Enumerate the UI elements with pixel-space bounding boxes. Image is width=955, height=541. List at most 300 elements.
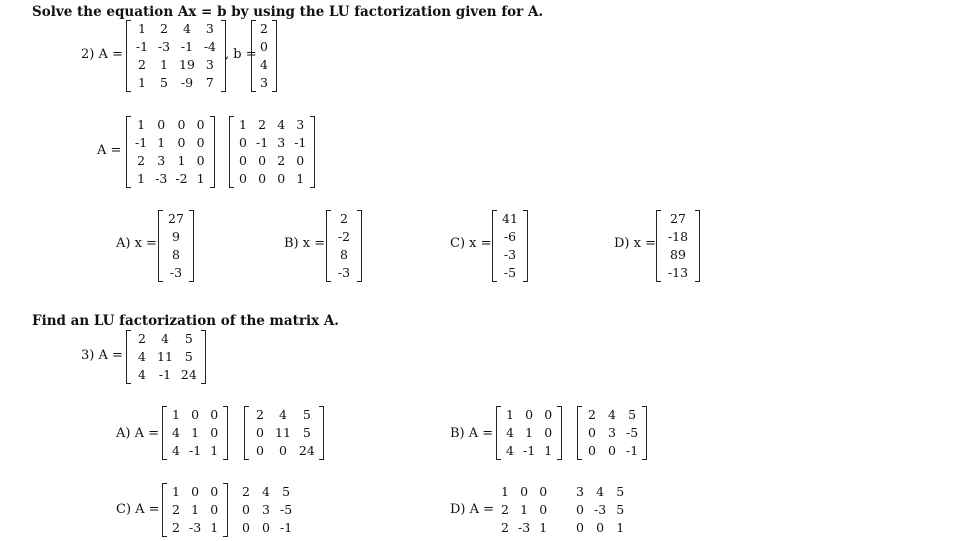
- matrix-entry: 4: [608, 407, 616, 422]
- matrix-row: [661, 210, 695, 228]
- matrix-entry: -3: [503, 247, 517, 262]
- matrix-entry: 0: [278, 443, 287, 458]
- matrix-entry: 0: [539, 502, 548, 517]
- matrix-entry: 4: [172, 425, 180, 440]
- matrix-entry: 1: [544, 443, 553, 458]
- matrix-row: [131, 330, 201, 348]
- matrix-entry: 0: [296, 153, 305, 168]
- matrix-entry: 0: [210, 407, 219, 422]
- matrix-entry: -1: [158, 367, 172, 382]
- matrix-entry: 2: [172, 502, 180, 517]
- matrix-entry: 0: [258, 171, 267, 186]
- bracket-corner: [126, 116, 131, 117]
- bracket-corner: [223, 483, 228, 484]
- choice-B-vector-q2: [326, 210, 362, 282]
- matrix-entry: 0: [256, 425, 264, 440]
- matrix-row: [496, 519, 552, 537]
- matrix-A-q3: [126, 330, 206, 384]
- matrix-entry: 5: [184, 349, 193, 364]
- matrix-entry: 0: [544, 425, 553, 440]
- matrix-entry: 0: [576, 502, 584, 517]
- vector-b-grid: [256, 20, 272, 92]
- matrix-entry: 2: [172, 520, 180, 535]
- matrix-row: [234, 170, 310, 188]
- bracket-corner: [326, 281, 331, 282]
- matrix-row: [249, 424, 319, 442]
- matrix-entry: 3: [262, 502, 270, 517]
- choice-D-U-q3-grid: [570, 483, 630, 537]
- matrix-entry: -1: [280, 520, 293, 535]
- bracket-corner: [201, 383, 206, 384]
- matrix-entry: 0: [525, 407, 534, 422]
- matrix-entry: 5: [160, 75, 168, 90]
- choice-B-L-q3-grid: [501, 406, 557, 460]
- matrix-row: [131, 38, 221, 56]
- matrix-entry: -1: [135, 135, 148, 150]
- bracket-corner: [319, 406, 324, 407]
- matrix-entry: 2: [340, 211, 348, 226]
- matrix-entry: 4: [596, 484, 605, 499]
- matrix-entry: 0: [588, 425, 596, 440]
- matrix-entry: 2: [258, 117, 267, 132]
- matrix-row: [131, 116, 210, 134]
- matrix-entry: 3: [608, 425, 616, 440]
- matrix-row: [497, 228, 523, 246]
- choice-D-L-q3-grid: [496, 483, 552, 537]
- matrix-entry: 1: [177, 153, 186, 168]
- matrix-entry: 4: [506, 443, 514, 458]
- bracket-corner: [162, 483, 167, 484]
- matrix-row: [661, 246, 695, 264]
- matrix-entry: 1: [191, 502, 200, 517]
- matrix-row: [501, 424, 557, 442]
- factor-label-q2: A =: [97, 143, 122, 158]
- bracket-corner: [201, 330, 206, 331]
- matrix-entry: 41: [502, 211, 518, 226]
- matrix-entry: -1: [294, 135, 307, 150]
- matrix-entry: 2: [242, 484, 250, 499]
- matrix-entry: 1: [138, 75, 146, 90]
- matrix-row: [256, 74, 272, 92]
- matrix-entry: -5: [280, 502, 293, 517]
- matrix-row: [661, 264, 695, 282]
- matrix-row: [131, 74, 221, 92]
- matrix-entry: 1: [191, 425, 200, 440]
- matrix-entry: 0: [277, 171, 286, 186]
- choice-A-U-q3-grid: [249, 406, 319, 460]
- bracket-corner: [496, 459, 501, 460]
- matrix-entry: -9: [180, 75, 194, 90]
- matrix-entry: 1: [539, 520, 548, 535]
- choice-B-label-q3: B) A =: [450, 426, 494, 441]
- matrix-entry: -13: [667, 265, 689, 280]
- bracket-corner: [695, 281, 700, 282]
- choice-A-label-q3: A) A =: [116, 426, 160, 441]
- matrix-row: [234, 116, 310, 134]
- bracket-corner: [189, 210, 194, 211]
- matrix-L-q2-grid: [131, 116, 210, 188]
- matrix-entry: 5: [616, 502, 625, 517]
- bracket-corner: [126, 383, 131, 384]
- matrix-entry: 0: [596, 520, 605, 535]
- matrix-entry: 19: [179, 57, 195, 72]
- choice-B-vector-q2-grid: [331, 210, 357, 282]
- matrix-row: [234, 134, 310, 152]
- matrix-entry: 89: [670, 247, 686, 262]
- matrix-entry: 0: [588, 443, 596, 458]
- bracket-corner: [577, 406, 582, 407]
- matrix-entry: 4: [138, 349, 146, 364]
- matrix-entry: 3: [277, 135, 286, 150]
- matrix-row: [163, 210, 189, 228]
- matrix-entry: 3: [205, 21, 214, 36]
- matrix-row: [501, 406, 557, 424]
- matrix-entry: -2: [337, 229, 351, 244]
- choice-C-L-q3-grid: [167, 483, 223, 537]
- matrix-entry: 0: [239, 135, 247, 150]
- matrix-entry: 2: [501, 502, 509, 517]
- choice-A-vector-q2-grid: [163, 210, 189, 282]
- matrix-row: [497, 210, 523, 228]
- matrix-entry: 2: [256, 407, 264, 422]
- matrix-entry: 1: [157, 135, 166, 150]
- bracket-corner: [656, 210, 661, 211]
- question-3-heading: Find an LU factorization of the matrix A.: [32, 313, 339, 329]
- matrix-entry: 3: [296, 117, 305, 132]
- bracket-corner: [310, 116, 315, 117]
- matrix-row: [582, 424, 642, 442]
- matrix-entry: 4: [138, 367, 146, 382]
- matrix-row: [167, 406, 223, 424]
- matrix-row: [496, 501, 552, 519]
- matrix-row: [131, 134, 210, 152]
- matrix-L-q2: [126, 116, 215, 188]
- bracket-corner: [158, 281, 163, 282]
- bracket-corner: [496, 406, 501, 407]
- bracket-corner: [251, 20, 256, 21]
- bracket-corner: [492, 210, 497, 211]
- matrix-entry: -5: [503, 265, 517, 280]
- bracket-corner: [357, 281, 362, 282]
- bracket-corner: [229, 187, 234, 188]
- matrix-entry: 3: [260, 75, 268, 90]
- matrix-entry: 0: [196, 153, 205, 168]
- question-2-heading: Solve the equation Ax = b by using the LU factorization given for A.: [32, 4, 544, 20]
- bracket-corner: [642, 406, 647, 407]
- choice-D-label-q2: D) x =: [614, 236, 656, 251]
- choice-C-label-q2: C) x =: [450, 236, 492, 251]
- choice-A-U-q3: [244, 406, 324, 460]
- matrix-entry: 9: [172, 229, 180, 244]
- matrix-entry: 2: [138, 57, 146, 72]
- bracket-corner: [523, 281, 528, 282]
- matrix-entry: 0: [242, 520, 250, 535]
- choice-C-vector-q2: [492, 210, 528, 282]
- bracket-corner: [577, 459, 582, 460]
- b-label: , b =: [225, 47, 257, 62]
- matrix-entry: 8: [172, 247, 180, 262]
- matrix-entry: -1: [189, 443, 202, 458]
- bracket-corner: [126, 187, 131, 188]
- question-2-number-label: 2) A =: [81, 47, 123, 62]
- matrix-row: [167, 483, 223, 501]
- bracket-corner: [162, 459, 167, 460]
- matrix-entry: -3: [337, 265, 351, 280]
- matrix-entry: 4: [506, 425, 514, 440]
- choice-B-L-q3: [496, 406, 562, 460]
- matrix-entry: 2: [277, 153, 286, 168]
- bracket-corner: [221, 20, 226, 21]
- matrix-entry: 2: [160, 21, 168, 36]
- matrix-A-q2-grid: [131, 20, 221, 92]
- matrix-entry: 0: [520, 484, 529, 499]
- matrix-entry: 5: [184, 331, 193, 346]
- matrix-entry: 1: [172, 484, 180, 499]
- choice-B-U-q3-grid: [582, 406, 642, 460]
- matrix-entry: 0: [210, 502, 219, 517]
- bracket-corner: [695, 210, 700, 211]
- matrix-entry: 1: [137, 117, 146, 132]
- matrix-row: [570, 519, 630, 537]
- matrix-entry: 1: [196, 171, 205, 186]
- matrix-entry: 1: [506, 407, 514, 422]
- matrix-entry: 1: [616, 520, 625, 535]
- matrix-entry: 8: [340, 247, 348, 262]
- matrix-entry: -3: [157, 39, 171, 54]
- matrix-entry: 1: [160, 57, 168, 72]
- matrix-entry: 0: [196, 135, 205, 150]
- matrix-entry: 0: [256, 443, 264, 458]
- bracket-corner: [310, 187, 315, 188]
- matrix-row: [167, 442, 223, 460]
- matrix-row: [131, 56, 221, 74]
- matrix-entry: 2: [137, 153, 146, 168]
- matrix-entry: 2: [501, 520, 509, 535]
- matrix-entry: 1: [172, 407, 180, 422]
- matrix-entry: 0: [191, 407, 200, 422]
- choice-B-label-q2: B) x =: [284, 236, 326, 251]
- matrix-row: [236, 501, 296, 519]
- matrix-entry: 0: [196, 117, 205, 132]
- bracket-corner: [251, 91, 256, 92]
- bracket-corner: [223, 459, 228, 460]
- matrix-entry: 27: [670, 211, 686, 226]
- matrix-entry: 11: [157, 349, 173, 364]
- bracket-corner: [357, 210, 362, 211]
- matrix-entry: -18: [667, 229, 689, 244]
- matrix-row: [236, 483, 296, 501]
- matrix-row: [163, 246, 189, 264]
- matrix-entry: 5: [282, 484, 291, 499]
- choice-C-label-q3: C) A =: [116, 502, 160, 517]
- matrix-row: [131, 152, 210, 170]
- choice-C-U-q3: [236, 483, 296, 537]
- bracket-corner: [492, 281, 497, 282]
- matrix-entry: 1: [296, 171, 305, 186]
- matrix-entry: 0: [177, 117, 186, 132]
- bracket-corner: [189, 281, 194, 282]
- matrix-row: [497, 264, 523, 282]
- matrix-entry: -4: [203, 39, 216, 54]
- matrix-entry: 4: [278, 407, 287, 422]
- matrix-row: [582, 442, 642, 460]
- bracket-corner: [229, 116, 234, 117]
- bracket-corner: [162, 406, 167, 407]
- matrix-entry: 0: [191, 484, 200, 499]
- matrix-A-q3-grid: [131, 330, 201, 384]
- matrix-entry: 2: [138, 331, 146, 346]
- matrix-row: [331, 264, 357, 282]
- matrix-entry: 1: [525, 425, 534, 440]
- bracket-corner: [126, 330, 131, 331]
- matrix-entry: 24: [298, 443, 315, 458]
- matrix-U-q2-grid: [234, 116, 310, 188]
- matrix-row: [131, 366, 201, 384]
- matrix-row: [496, 483, 552, 501]
- matrix-U-q2: [229, 116, 315, 188]
- bracket-corner: [557, 406, 562, 407]
- choice-D-L-q3: [496, 483, 552, 537]
- bracket-corner: [162, 536, 167, 537]
- matrix-entry: 3: [576, 484, 584, 499]
- matrix-entry: 4: [262, 484, 270, 499]
- question-3-number-label: 3) A =: [81, 348, 123, 363]
- matrix-entry: 1: [501, 484, 509, 499]
- matrix-entry: 5: [302, 425, 311, 440]
- matrix-row: [249, 406, 319, 424]
- matrix-row: [236, 519, 296, 537]
- matrix-row: [256, 20, 272, 38]
- bracket-corner: [223, 536, 228, 537]
- matrix-row: [661, 228, 695, 246]
- vector-b: [251, 20, 277, 92]
- matrix-entry: 0: [157, 117, 166, 132]
- matrix-entry: 24: [180, 367, 197, 382]
- matrix-entry: 0: [242, 502, 250, 517]
- bracket-corner: [319, 459, 324, 460]
- choice-C-U-q3-grid: [236, 483, 296, 537]
- matrix-entry: 0: [239, 153, 247, 168]
- bracket-corner: [326, 210, 331, 211]
- matrix-entry: 0: [262, 520, 270, 535]
- matrix-entry: -1: [523, 443, 536, 458]
- matrix-row: [256, 56, 272, 74]
- matrix-entry: -1: [626, 443, 639, 458]
- matrix-entry: 4: [260, 57, 268, 72]
- matrix-entry: 0: [258, 153, 267, 168]
- matrix-entry: 1: [137, 171, 146, 186]
- bracket-corner: [272, 20, 277, 21]
- matrix-entry: 0: [239, 171, 247, 186]
- matrix-entry: 4: [182, 21, 191, 36]
- bracket-corner: [523, 210, 528, 211]
- matrix-entry: -3: [594, 502, 607, 517]
- matrix-entry: 4: [160, 331, 169, 346]
- bracket-corner: [210, 116, 215, 117]
- matrix-entry: -2: [175, 171, 188, 186]
- bracket-corner: [223, 406, 228, 407]
- matrix-row: [167, 519, 223, 537]
- matrix-entry: 1: [239, 117, 247, 132]
- matrix-row: [331, 210, 357, 228]
- matrix-entry: -6: [503, 229, 517, 244]
- matrix-entry: 0: [544, 407, 553, 422]
- matrix-row: [163, 228, 189, 246]
- matrix-A-q2: [126, 20, 226, 92]
- matrix-row: [167, 424, 223, 442]
- matrix-entry: 0: [608, 443, 616, 458]
- matrix-entry: 5: [302, 407, 311, 422]
- matrix-entry: -1: [135, 39, 149, 54]
- choice-A-L-q3: [162, 406, 228, 460]
- bracket-corner: [221, 91, 226, 92]
- matrix-entry: 5: [628, 407, 637, 422]
- matrix-entry: -5: [626, 425, 639, 440]
- matrix-row: [570, 501, 630, 519]
- matrix-entry: 27: [168, 211, 184, 226]
- matrix-entry: 0: [210, 425, 219, 440]
- choice-A-L-q3-grid: [167, 406, 223, 460]
- matrix-entry: 0: [177, 135, 186, 150]
- bracket-corner: [557, 459, 562, 460]
- bracket-corner: [126, 20, 131, 21]
- matrix-entry: -3: [518, 520, 531, 535]
- bracket-corner: [244, 406, 249, 407]
- choice-C-vector-q2-grid: [497, 210, 523, 282]
- matrix-row: [497, 246, 523, 264]
- matrix-row: [163, 264, 189, 282]
- choice-D-U-q3: [570, 483, 630, 537]
- matrix-entry: 2: [260, 21, 268, 36]
- matrix-row: [331, 228, 357, 246]
- matrix-entry: 0: [210, 484, 219, 499]
- choice-C-L-q3: [162, 483, 228, 537]
- matrix-entry: 7: [205, 75, 214, 90]
- matrix-entry: 1: [210, 520, 219, 535]
- bracket-corner: [642, 459, 647, 460]
- matrix-row: [582, 406, 642, 424]
- choice-D-vector-q2-grid: [661, 210, 695, 282]
- matrix-row: [131, 348, 201, 366]
- matrix-row: [570, 483, 630, 501]
- matrix-entry: 3: [157, 153, 166, 168]
- matrix-entry: 1: [138, 21, 146, 36]
- matrix-row: [256, 38, 272, 56]
- matrix-entry: -1: [180, 39, 194, 54]
- matrix-entry: 1: [210, 443, 219, 458]
- matrix-entry: -3: [169, 265, 183, 280]
- bracket-corner: [272, 91, 277, 92]
- matrix-entry: -3: [189, 520, 202, 535]
- matrix-row: [131, 20, 221, 38]
- choice-B-U-q3: [577, 406, 647, 460]
- matrix-entry: 0: [260, 39, 268, 54]
- choice-D-vector-q2: [656, 210, 700, 282]
- matrix-entry: -3: [155, 171, 168, 186]
- matrix-entry: 3: [205, 57, 214, 72]
- matrix-entry: 2: [588, 407, 596, 422]
- bracket-corner: [210, 187, 215, 188]
- bracket-corner: [244, 459, 249, 460]
- bracket-corner: [158, 210, 163, 211]
- matrix-entry: 11: [275, 425, 291, 440]
- matrix-row: [234, 152, 310, 170]
- matrix-entry: 5: [616, 484, 625, 499]
- matrix-entry: -1: [256, 135, 269, 150]
- matrix-entry: 4: [277, 117, 286, 132]
- matrix-row: [131, 170, 210, 188]
- bracket-corner: [126, 91, 131, 92]
